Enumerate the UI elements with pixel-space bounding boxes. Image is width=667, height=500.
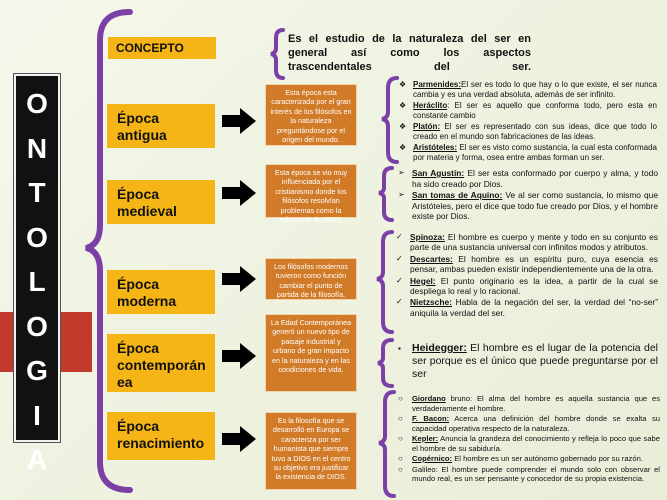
items-medieval <box>398 168 658 223</box>
bullet-icon: ✓ <box>396 253 403 263</box>
title-letter: G <box>26 355 48 386</box>
bracket-antigua <box>382 78 397 162</box>
bullet-icon: ○ <box>398 394 403 403</box>
items-renacimiento <box>398 394 660 485</box>
title-letter: T <box>28 177 46 208</box>
philosopher-name: Aristóteles: <box>413 143 458 152</box>
philosopher-name: Heidegger: <box>412 342 467 354</box>
philosopher-name: Kepler: <box>412 434 439 443</box>
items-antigua <box>399 80 657 164</box>
philosopher-text: El ser es todo lo que hay o lo que existe, el ser nunca cambia y es una verdad absoluta, además de ser infinito. <box>413 80 657 99</box>
era-desc-moderna: Los filósofos modernos tuvieron como función cambiar el punto de partida de la filosofía. <box>265 258 357 300</box>
bullet-icon: ❖ <box>399 80 407 89</box>
philosopher-name: San tomas de Aquino: <box>412 190 503 200</box>
philosopher-text: El ser esta conformado por cuerpo y alma, y todo ha sido creado por Dios. <box>412 168 658 189</box>
arrow-right-icon <box>222 426 256 452</box>
philosopher-text: bruno: El alma del hombre es aquella sustancia que es verdaderamente el hombre. <box>412 394 660 413</box>
philosopher-text: El hombre es cuerpo y mente y todo en su conjunto es parte de una sustancia universal con infinitos modos y atributos. <box>410 232 658 253</box>
ontologia-title <box>14 74 60 475</box>
list-item <box>396 254 658 275</box>
philosopher-name: Giordano <box>412 394 446 403</box>
era-label-moderna: Época moderna <box>107 270 215 314</box>
title-letter: O <box>26 221 48 253</box>
philosopher-text: : El ser es aquello que conforma todo, pero esta en constante cambio <box>413 101 657 120</box>
philosopher-text: Acerca una definición del hombre donde se exalta su capacidad operativa respecto de la naturaleza. <box>412 414 660 433</box>
title-letter: O <box>26 88 48 119</box>
era-desc-contemporanea: La Edad Contemporánea generó un nuevo tipo de paisaje industrial y urbano de gran impacto en la naturaleza y en las condiciones de vida. <box>265 314 357 392</box>
philosopher-text: El hombre es el lugar de la potencia del ser porque es el único que puede preguntarse por el ser <box>412 342 658 380</box>
list-item <box>398 465 660 484</box>
bullet-icon: ✓ <box>396 232 403 241</box>
philosopher-name: Platón: <box>413 122 441 131</box>
items-moderna <box>396 232 658 319</box>
items-contemporanea <box>398 342 658 382</box>
arrow-right-icon <box>222 266 256 292</box>
title-letter: N <box>26 132 48 164</box>
bullet-icon: ○ <box>398 434 403 443</box>
era-desc-medieval: Esta época se vio muy influenciada por el cristianismo donde los filósofos resolvían problemas como la existencia de DIOS. <box>265 164 357 218</box>
philosopher-text: El hombre es un espíritu puro, cuya esencia es pensar, ambas pueden existir independientemente una de la otra. <box>410 253 658 275</box>
era-label-renacimiento: Época renacimiento <box>107 412 215 460</box>
bullet-icon: ✓ <box>396 297 403 307</box>
bullet-icon: ○ <box>398 464 403 474</box>
philosopher-name: San Agustín: <box>412 168 465 178</box>
era-label-contemporanea: Época contemporán ea <box>107 334 215 392</box>
list-item <box>398 168 658 189</box>
philosopher-text: Galileo: El hombre puede comprender el mundo solo con observar el mundo real, es un ser pensante y conocedor de su propia existencia. <box>412 464 660 483</box>
list-item <box>398 190 658 222</box>
arrow-right-icon <box>222 180 256 206</box>
era-label-antigua: Época antigua <box>107 104 215 148</box>
philosopher-name: Nietzsche: <box>410 297 452 308</box>
philosopher-name: Copérnico: <box>412 454 453 463</box>
philosopher-name: Spinoza: <box>410 232 445 242</box>
era-desc-renacimiento: Es la filosofía que se desarrolló en Europa se caracteriza por ser humanista que siempre tuvo a DIOS en el centro su objetivo era justificar la existencia de DIOS. <box>265 412 357 490</box>
bracket-medieval <box>379 168 392 220</box>
bullet-icon: ❖ <box>399 143 407 152</box>
concept-bracket <box>271 30 283 78</box>
philosopher-text: El ser es representado con sus ideas, dice que todo lo creado en el mundo son fabricaciones de las ideas. <box>413 122 657 141</box>
philosopher-text: El hombre es un ser autónomo gobernado por su razón. <box>452 454 643 463</box>
list-item <box>396 276 658 297</box>
bullet-icon: ✓ <box>396 275 403 285</box>
list-item <box>398 342 658 381</box>
list-item <box>396 232 658 253</box>
bullet-icon: ➢ <box>398 168 405 177</box>
philosopher-text: Ve al ser como sustancia, lo mismo que Aristóteles, pero el dice que todo fue creado por Dios, y el hombre existe por Dios. <box>412 190 658 221</box>
bullet-icon: ▪ <box>398 344 401 353</box>
philosopher-text: Habla de la negación del ser, la verdad del “no-ser” aniquila la verdad del ser. <box>410 297 658 318</box>
list-item <box>398 414 660 433</box>
list-item <box>399 143 657 163</box>
bracket-contemporanea <box>378 340 392 386</box>
bullet-icon: ❖ <box>399 101 407 110</box>
philosopher-text: Anuncia la grandeza del conocimiento y refleja lo poco que sabe el hombre de su sabiduría. <box>412 434 660 453</box>
philosopher-text: El punto originario es la idea, a partir de la cual se despliega lo real y lo racional. <box>410 275 658 297</box>
concepto-text: Es el estudio de la naturaleza del ser en general así como los aspectos trascendentales del ser. <box>288 33 531 73</box>
title-letter: A <box>26 444 48 475</box>
concepto-label: CONCEPTO <box>108 37 216 59</box>
list-item <box>399 80 657 100</box>
philosopher-name: Heráclito <box>413 101 448 110</box>
bracket-moderna <box>377 232 392 332</box>
list-item <box>399 101 657 121</box>
bracket-renacimiento <box>379 392 394 496</box>
title-letter: O <box>26 310 48 342</box>
list-item <box>398 434 660 453</box>
title-letter: I <box>33 399 41 431</box>
bullet-icon: ○ <box>398 414 403 423</box>
era-desc-antigua: Esta época esta caracterizada por el gran interés de los filósofos en la naturaleza preguntándose por el origen del mundo. <box>265 84 357 146</box>
philosopher-name: Parmenides: <box>413 80 462 89</box>
philosopher-name: Hegel: <box>410 275 436 286</box>
list-item <box>396 297 658 318</box>
list-item <box>399 122 657 142</box>
bullet-icon: ➢ <box>398 190 405 199</box>
list-item <box>398 454 660 464</box>
bullet-icon: ○ <box>398 454 403 463</box>
arrow-right-icon <box>222 343 256 369</box>
era-label-medieval: Época medieval <box>107 180 215 224</box>
list-item <box>398 394 660 413</box>
bullet-icon: ❖ <box>399 122 407 131</box>
philosopher-name: F. Bacon: <box>412 414 450 423</box>
arrow-right-icon <box>222 108 256 134</box>
philosopher-name: Descartes: <box>410 253 453 264</box>
title-letter: L <box>28 266 46 297</box>
philosopher-text: El ser es visto como sustancia, la cual esta conformada por materia y forma, osea entre ambas forman un ser. <box>413 143 657 162</box>
